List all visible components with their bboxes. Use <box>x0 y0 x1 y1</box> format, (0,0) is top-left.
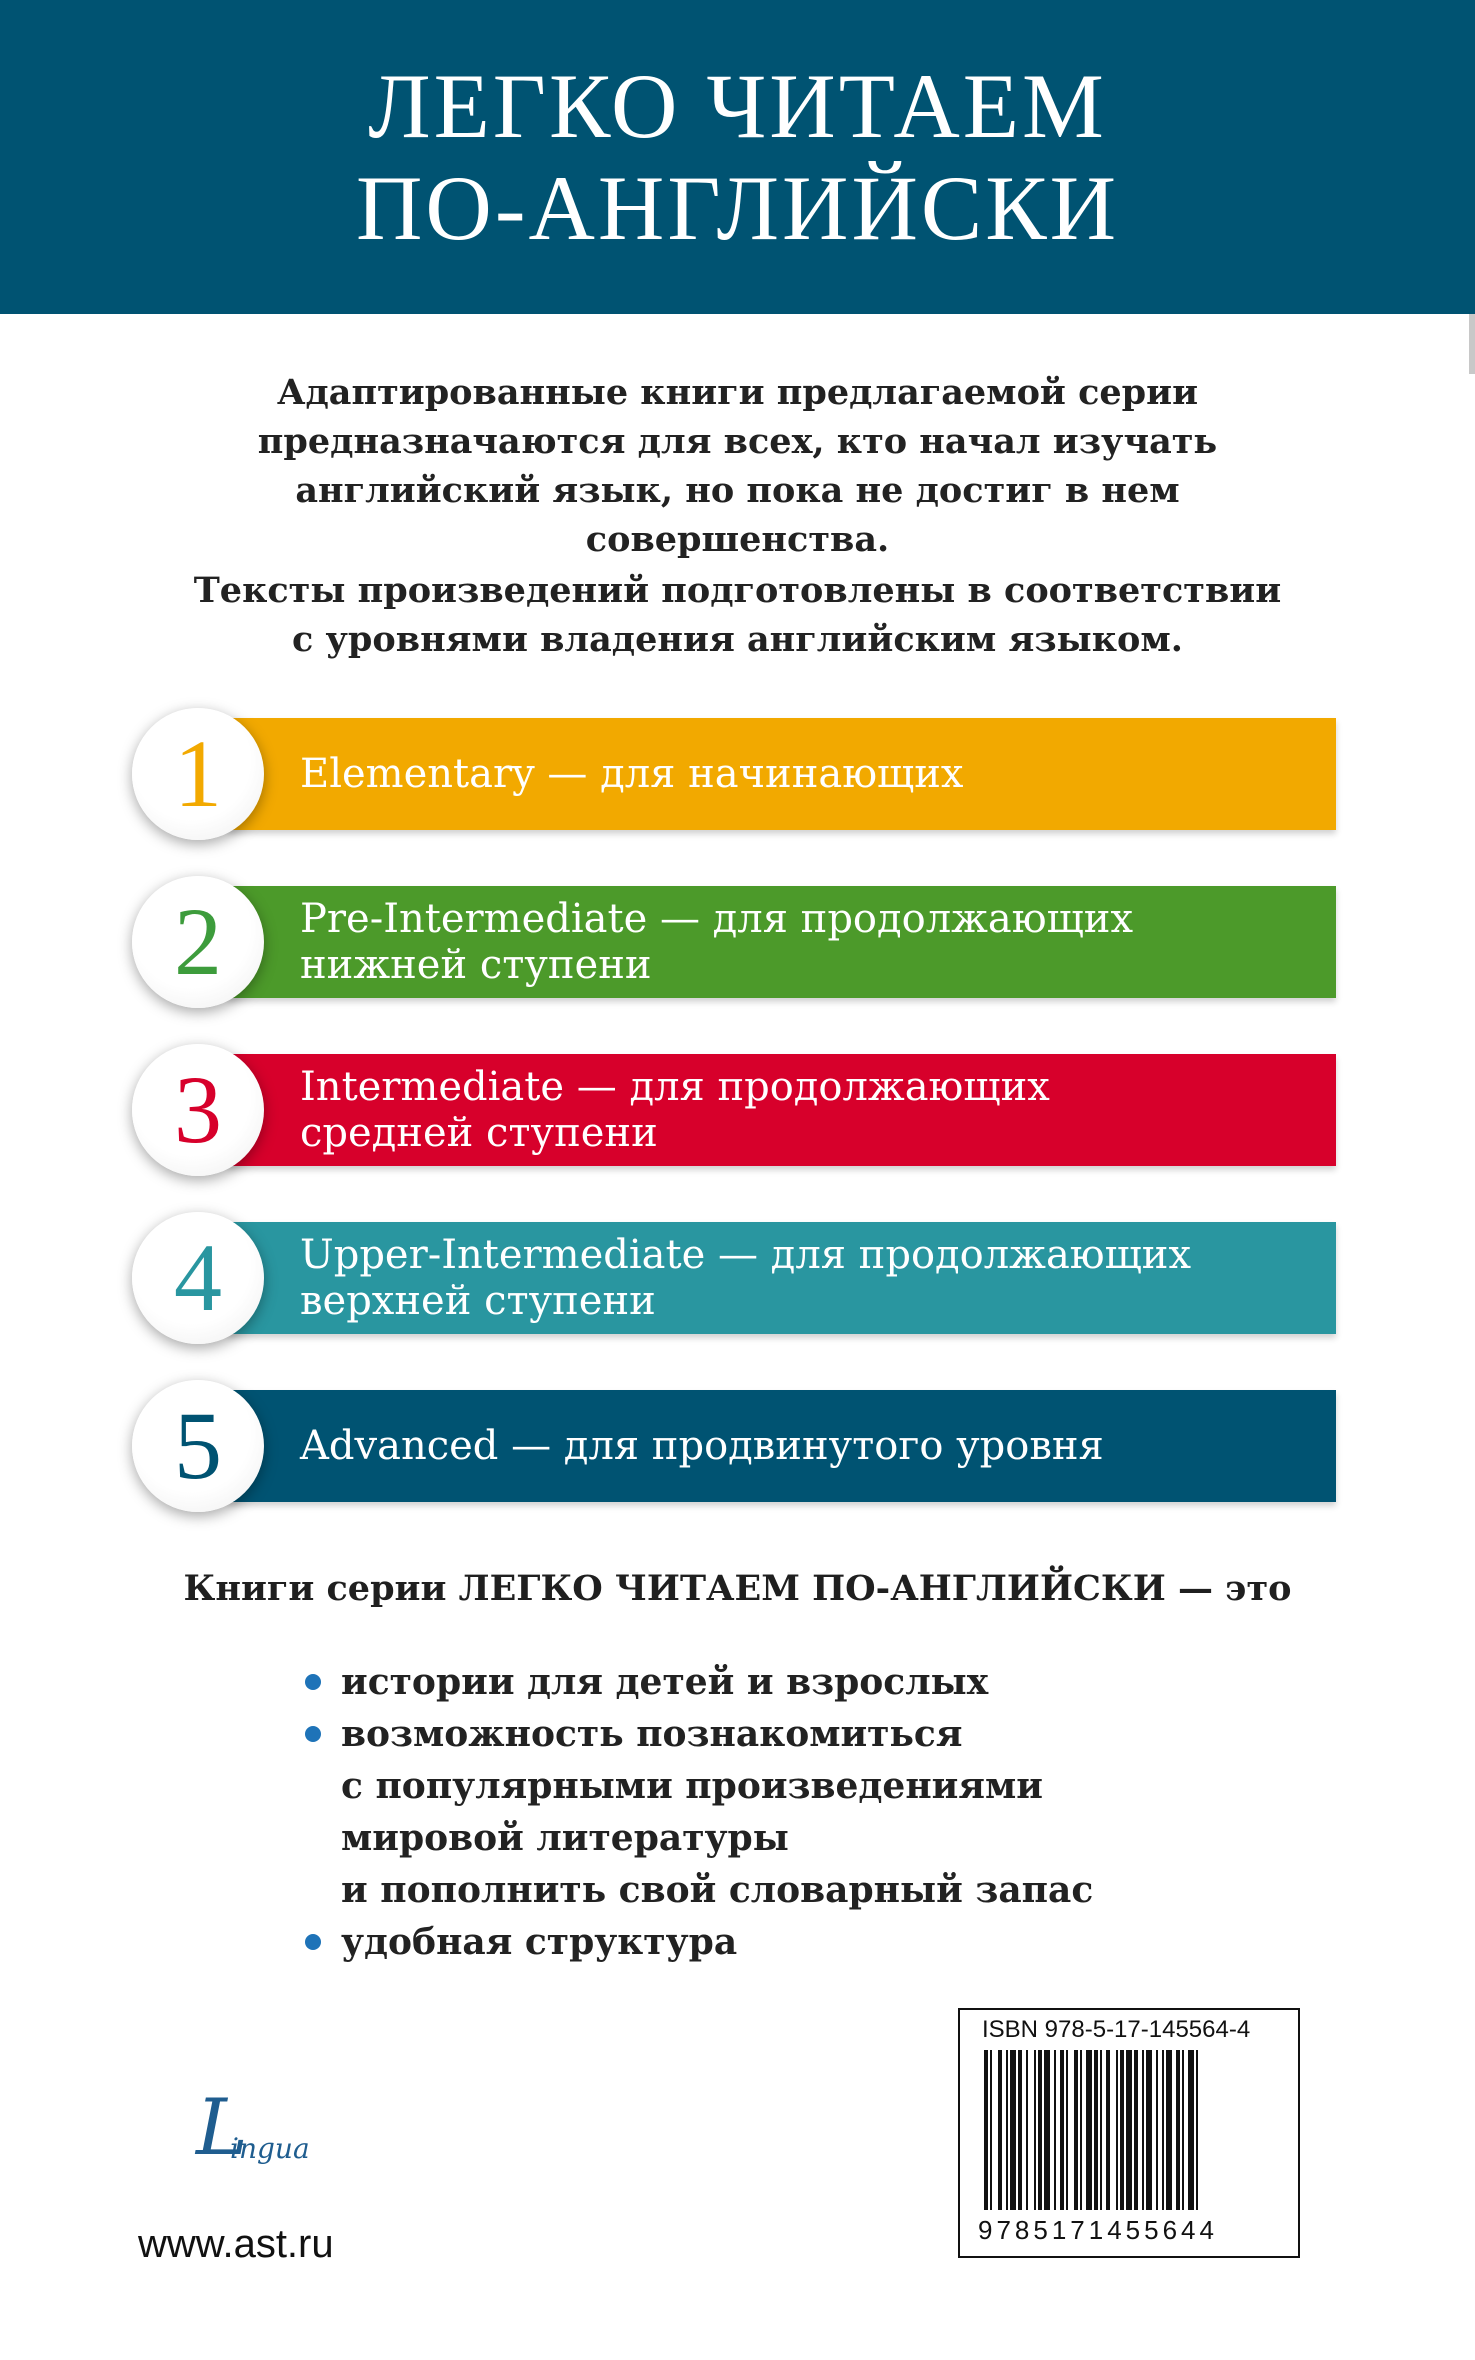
bullet-dot-icon <box>305 1674 321 1690</box>
website-url: www.ast.ru <box>138 2222 334 2266</box>
level-bar-2 <box>228 886 1336 998</box>
list-item <box>305 1916 1205 1968</box>
intro-line: Адаптированные книги предлагаемой серии <box>276 372 1199 413</box>
list-item-text: возможность познакомиться <box>341 1713 963 1755</box>
level-bar-1 <box>228 718 1336 830</box>
level-number-badge-1: 1 <box>132 708 264 840</box>
barcode-icon <box>982 2050 1278 2210</box>
logo-letter: L <box>196 2083 248 2173</box>
feature-list <box>305 1656 1205 1968</box>
level-label: Advanced — для продвинутого уровня <box>300 1423 1104 1469</box>
intro-line: предназначаются для всех, кто начал изучать <box>257 421 1218 462</box>
series-title-line2: ПО-АНГЛИЙСКИ <box>355 157 1120 259</box>
list-item <box>305 1656 1205 1708</box>
level-bar-3 <box>228 1054 1336 1166</box>
level-label: Upper-Intermediate — для продолжающих <box>300 1232 1192 1278</box>
level-bar-5 <box>228 1390 1336 1502</box>
level-number-badge-4: 4 <box>132 1212 264 1344</box>
logo-text: ingua <box>230 2132 310 2165</box>
level-label: нижней ступени <box>300 942 652 988</box>
barcode-digits: 9785171455644 <box>978 2215 1218 2245</box>
intro-paragraph-2 <box>130 566 1345 664</box>
intro-line: совершенства. <box>585 519 890 560</box>
bullet-dot-icon <box>305 1726 321 1742</box>
list-item-text: удобная структура <box>341 1921 738 1963</box>
series-description: Книги серии ЛЕГКО ЧИТАЕМ ПО-АНГЛИЙСКИ — это <box>183 1568 1292 1609</box>
isbn-label: ISBN 978-5-17-145564-4 <box>982 2016 1251 2043</box>
intro-line: Тексты произведений подготовлены в соответствии <box>193 570 1282 611</box>
list-item-text: мировой литературы <box>341 1817 789 1859</box>
barcode-box <box>958 2008 1300 2258</box>
cover-edge <box>1469 314 1475 374</box>
intro-line: английский язык, но пока не достиг в нем <box>295 470 1180 511</box>
intro-line: с уровнями владения английским языком. <box>292 619 1183 660</box>
lingua-logo <box>196 2083 356 2188</box>
level-label: верхней ступени <box>300 1278 656 1324</box>
level-bar-4 <box>228 1222 1336 1334</box>
list-item <box>305 1708 1205 1916</box>
level-number-badge-3: 3 <box>132 1044 264 1176</box>
level-label: средней ступени <box>300 1110 658 1156</box>
level-label: Elementary — для начинающих <box>300 751 964 797</box>
list-item-text: и пополнить свой словарный запас <box>341 1869 1094 1911</box>
list-item-text: истории для детей и взрослых <box>341 1661 989 1703</box>
series-title-line1: ЛЕГКО ЧИТАЕМ <box>368 55 1107 157</box>
level-label: Pre-Intermediate — для продолжающих <box>300 896 1134 942</box>
list-item-text: с популярными произведениями <box>341 1765 1043 1807</box>
level-label: Intermediate — для продолжающих <box>300 1064 1050 1110</box>
level-number-badge-2: 2 <box>132 876 264 1008</box>
level-number-badge-5: 5 <box>132 1380 264 1512</box>
intro-paragraph-1 <box>130 368 1345 564</box>
cover-header <box>0 0 1475 314</box>
bullet-dot-icon <box>305 1934 321 1950</box>
